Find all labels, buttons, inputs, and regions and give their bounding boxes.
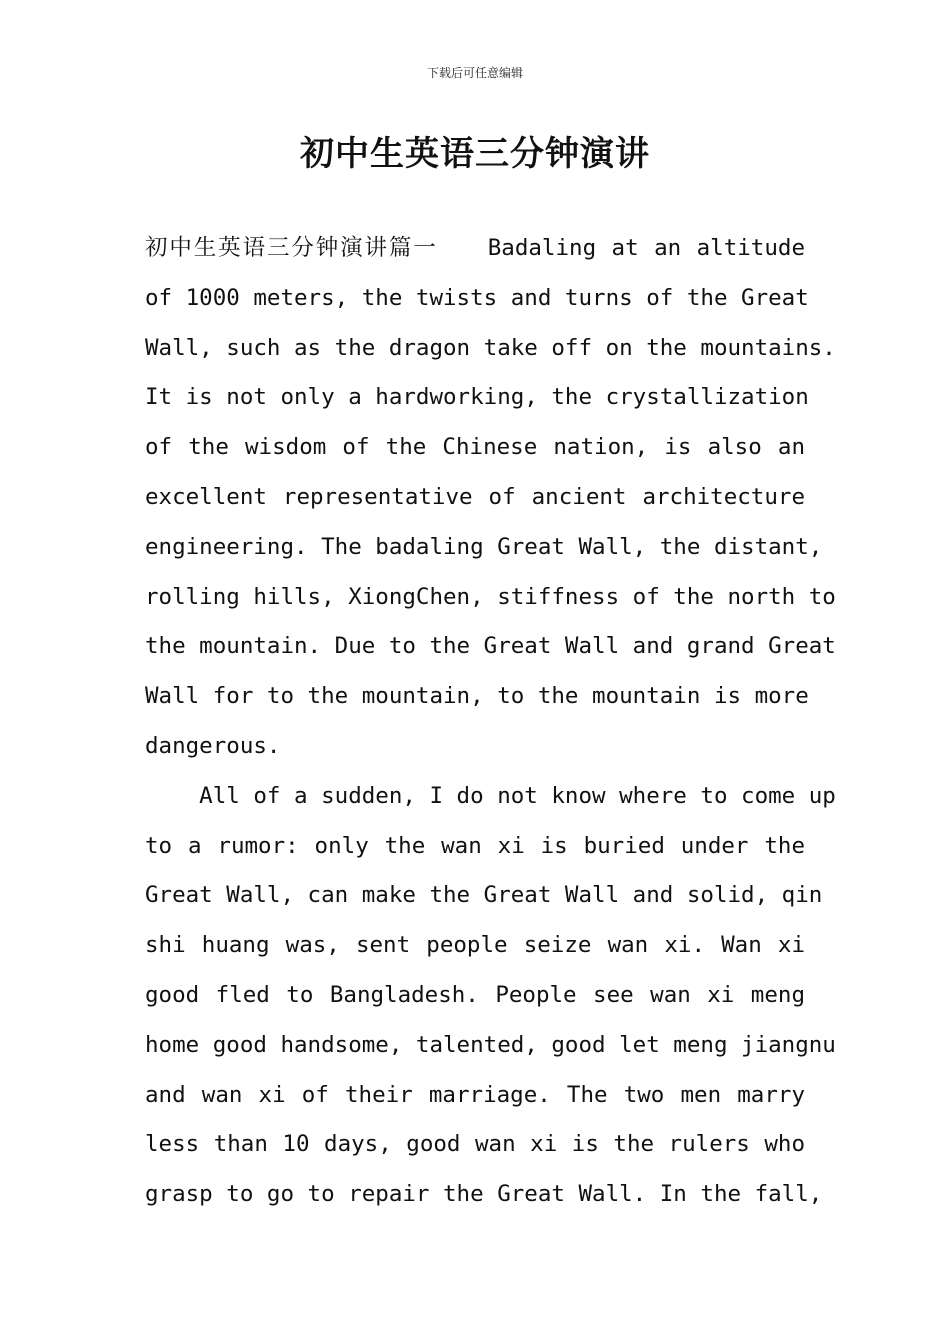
text-line: excellent representative of ancient architecture <box>145 483 805 510</box>
text-line: good fled to Bangladesh. People see wan xi meng <box>145 981 805 1008</box>
section-heading: 初中生英语三分钟演讲篇一 <box>145 235 438 261</box>
header-note: 下载后可任意编辑 <box>426 66 523 80</box>
text-line: dangerous. <box>145 732 281 759</box>
text-line-content: Badaling at an altitude <box>487 235 805 261</box>
text-line: engineering. The badaling Great Wall, the distant, <box>145 533 823 560</box>
text-line: to a rumor: only the wan xi is buried under the <box>145 832 805 859</box>
text-line: Great Wall, can make the Great Wall and solid, qin <box>145 882 823 909</box>
text-line: All of a sudden, I do not know where to come up <box>145 782 836 809</box>
text-line: grasp to go to repair the Great Wall. In the fall, <box>145 1181 823 1208</box>
document-body <box>145 224 836 1220</box>
text-line: shi huang was, sent people seize wan xi. Wan xi <box>145 932 805 959</box>
text-line: It is not only a hardworking, the crystallization <box>145 384 809 411</box>
text-line: less than 10 days, good wan xi is the rulers who <box>145 1131 805 1158</box>
text-line: the mountain. Due to the Great Wall and grand Great <box>145 633 836 660</box>
text-line: of the wisdom of the Chinese nation, is also an <box>145 434 805 461</box>
text-line <box>145 224 805 274</box>
text-line: home good handsome, talented, good let meng jiangnu <box>145 1031 836 1058</box>
text-line: and wan xi of their marriage. The two men marry <box>145 1081 805 1108</box>
page-title: 初中生英语三分钟演讲 <box>300 134 650 174</box>
text-line: of 1000 meters, the twists and turns of the Great <box>145 284 809 311</box>
text-line: Wall, such as the dragon take off on the mountains. <box>145 334 836 361</box>
text-line: rolling hills, XiongChen, stiffness of the north to <box>145 583 836 610</box>
text-line: Wall for to the mountain, to the mountain is more <box>145 683 809 710</box>
